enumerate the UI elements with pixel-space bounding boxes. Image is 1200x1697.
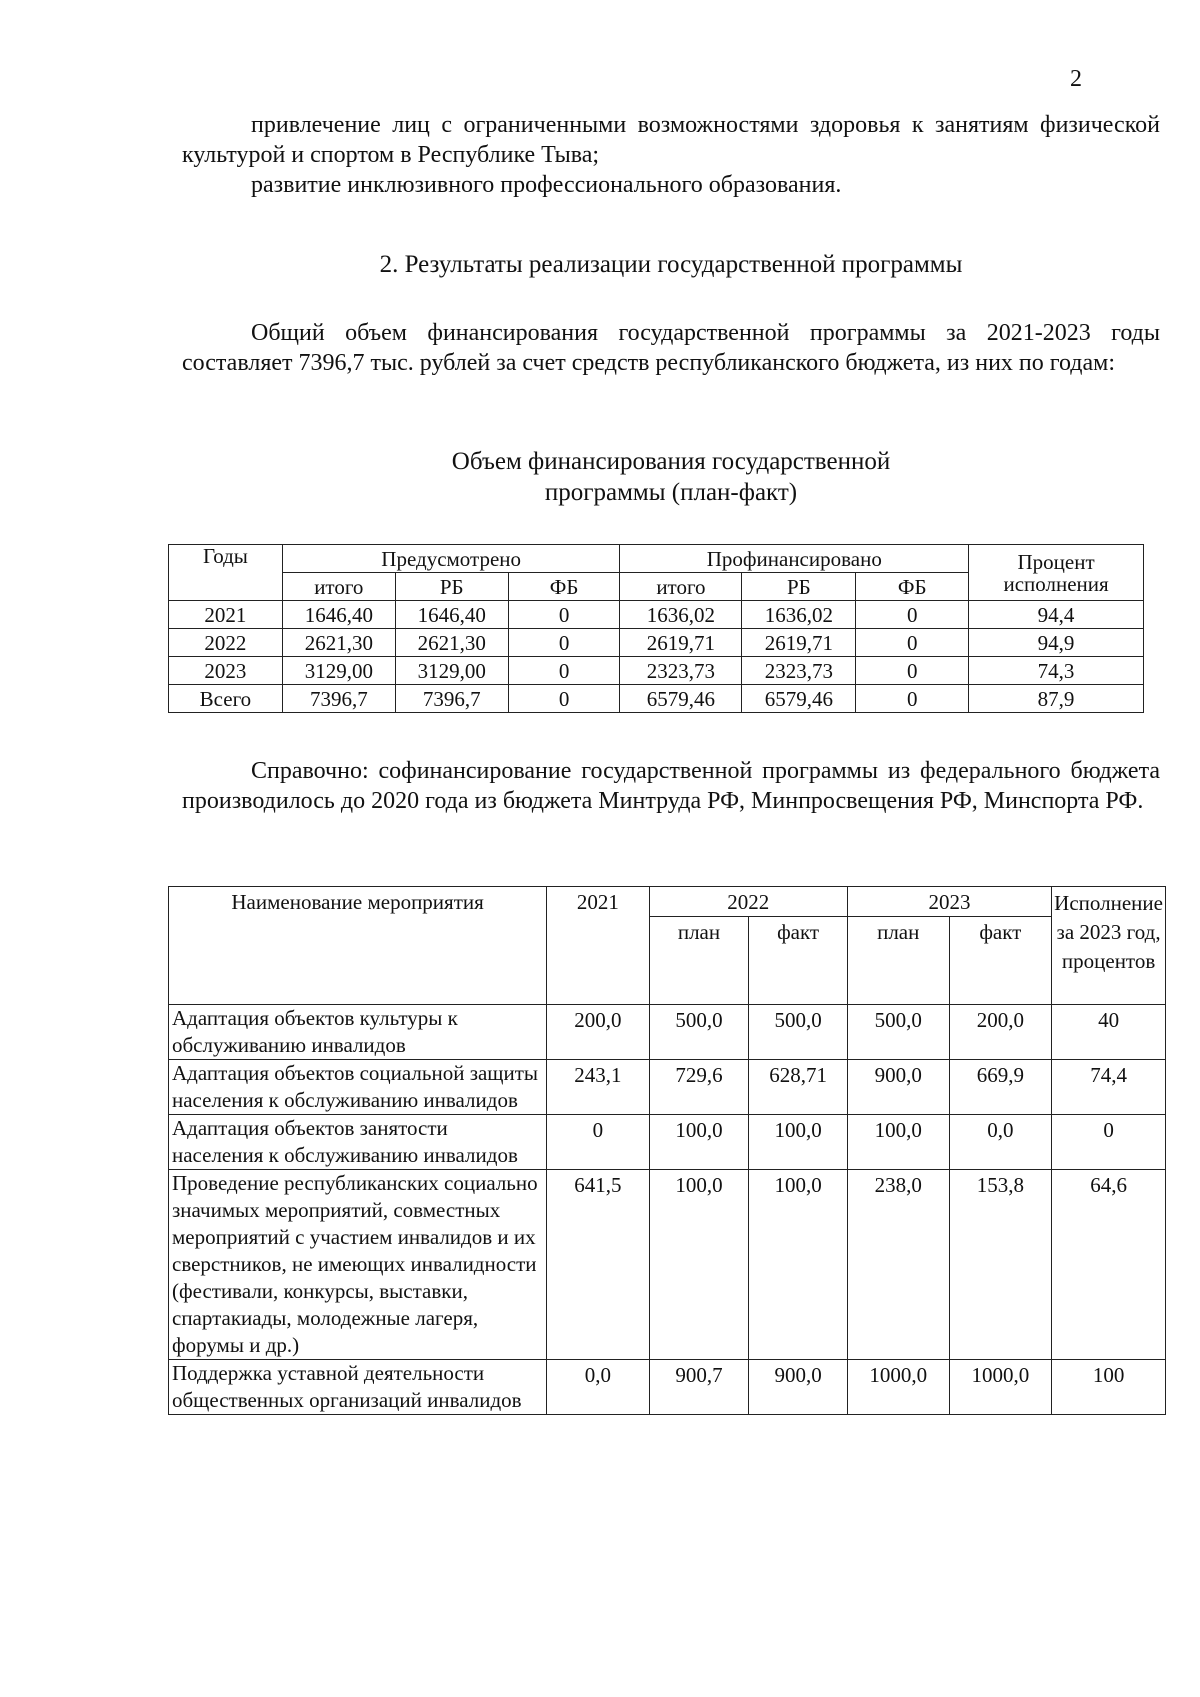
- cell-plan-fb: 0: [508, 601, 620, 629]
- cell-2021: 0: [547, 1115, 650, 1170]
- financing-table: [168, 544, 1144, 713]
- header-years: Годы: [169, 545, 283, 601]
- cell-fact-2022: 500,0: [749, 1005, 848, 1060]
- header-2021: 2021: [547, 887, 650, 1005]
- cell-percent: 74,3: [969, 657, 1144, 685]
- cell-2021: 0,0: [547, 1360, 650, 1415]
- table-header-row: [169, 887, 1166, 917]
- cell-percent: 87,9: [969, 685, 1144, 713]
- intro-paragraph-1: привлечение лиц с ограниченными возможностями здоровья к занятиям физической культурой и спортом в Республике Тыва;: [182, 112, 1160, 168]
- cell-plan-total: 7396,7: [282, 685, 395, 713]
- table1-caption: [182, 446, 1160, 508]
- cell-fact-2022: 900,0: [749, 1360, 848, 1415]
- table-header-row: [169, 545, 1144, 573]
- cell-plan-2023: 1000,0: [847, 1360, 949, 1415]
- header-2023: 2023: [847, 887, 1051, 917]
- table-row: [169, 1060, 1166, 1115]
- header-2022: 2022: [649, 887, 847, 917]
- cell-execution: 0: [1052, 1115, 1166, 1170]
- cell-fact-total: 2323,73: [620, 657, 742, 685]
- header-percent: [969, 545, 1144, 601]
- cell-fact-fb: 0: [856, 601, 969, 629]
- cell-fact-rb: 2323,73: [742, 657, 856, 685]
- cell-plan-rb: 3129,00: [395, 657, 508, 685]
- cell-plan-fb: 0: [508, 685, 620, 713]
- cell-plan-rb: 1646,40: [395, 601, 508, 629]
- cell-plan-total: 1646,40: [282, 601, 395, 629]
- reference-paragraph: Справочно: софинансирование государственной программы из федерального бюджета производилось до 2020 года из бюджета Минтруда РФ, Минпросвещения РФ, Минспорта РФ.: [182, 758, 1160, 814]
- cell-fact-2023: 669,9: [949, 1060, 1052, 1115]
- cell-fact-2023: 153,8: [949, 1170, 1052, 1360]
- cell-execution: 40: [1052, 1005, 1166, 1060]
- header-funded: Профинансировано: [620, 545, 969, 573]
- cell-fact-2023: 0,0: [949, 1115, 1052, 1170]
- cell-fact-total: 1636,02: [620, 601, 742, 629]
- cell-year: 2021: [169, 601, 283, 629]
- cell-fact-2022: 100,0: [749, 1170, 848, 1360]
- subheader-fact-rb: РБ: [742, 573, 856, 601]
- cell-fact-rb: 2619,71: [742, 629, 856, 657]
- cell-plan-fb: 0: [508, 629, 620, 657]
- subheader-plan-2023: план: [847, 917, 949, 1005]
- cell-plan-2023: 100,0: [847, 1115, 949, 1170]
- table-row: [169, 629, 1144, 657]
- cell-execution: 64,6: [1052, 1170, 1166, 1360]
- cell-fact-rb: 6579,46: [742, 685, 856, 713]
- cell-percent: 94,4: [969, 601, 1144, 629]
- cell-activity-name: Проведение республиканских социально значимых мероприятий, совместных мероприятий с участием инвалидов и их сверстников, не имеющих инвалидности (фестивали, конкурсы, выставки, спартакиады, молодежные лагеря, форумы и др.): [169, 1170, 547, 1360]
- table-row: [169, 657, 1144, 685]
- cell-year: 2022: [169, 629, 283, 657]
- table-row: [169, 1360, 1166, 1415]
- header-percent-line2: исполнения: [1003, 571, 1109, 596]
- subheader-plan-2022: план: [649, 917, 749, 1005]
- subheader-plan-fb: ФБ: [508, 573, 620, 601]
- cell-plan-2022: 500,0: [649, 1005, 749, 1060]
- table1-caption-line1: Объем финансирования государственной: [451, 448, 891, 475]
- cell-fact-fb: 0: [856, 629, 969, 657]
- subheader-fact-total: итого: [620, 573, 742, 601]
- page-number: 2: [1070, 66, 1082, 92]
- table-row: [169, 1170, 1166, 1360]
- subheader-fact-2023: факт: [949, 917, 1052, 1005]
- table-row: [169, 601, 1144, 629]
- table-row: [169, 1005, 1166, 1060]
- cell-fact-2023: 1000,0: [949, 1360, 1052, 1415]
- header-percent-line1: Процент: [1017, 549, 1095, 574]
- cell-2021: 641,5: [547, 1170, 650, 1360]
- cell-activity-name: Адаптация объектов занятости населения к обслуживанию инвалидов: [169, 1115, 547, 1170]
- cell-plan-total: 3129,00: [282, 657, 395, 685]
- cell-fact-fb: 0: [856, 685, 969, 713]
- cell-plan-total: 2621,30: [282, 629, 395, 657]
- cell-activity-name: Адаптация объектов социальной защиты населения к обслуживанию инвалидов: [169, 1060, 547, 1115]
- cell-execution: 74,4: [1052, 1060, 1166, 1115]
- cell-activity-name: Адаптация объектов культуры к обслуживанию инвалидов: [169, 1005, 547, 1060]
- cell-plan-2023: 238,0: [847, 1170, 949, 1360]
- cell-2021: 243,1: [547, 1060, 650, 1115]
- subheader-plan-total: итого: [282, 573, 395, 601]
- cell-year: Всего: [169, 685, 283, 713]
- financing-paragraph: Общий объем финансирования государственной программы за 2021-2023 годы составляет 7396,7 тыс. рублей за счет средств республиканского бюджета, из них по годам:: [182, 320, 1160, 376]
- cell-fact-fb: 0: [856, 657, 969, 685]
- cell-fact-rb: 1636,02: [742, 601, 856, 629]
- header-planned: Предусмотрено: [282, 545, 620, 573]
- cell-plan-2023: 500,0: [847, 1005, 949, 1060]
- header-activity-name: Наименование мероприятия: [169, 887, 547, 1005]
- cell-fact-2023: 200,0: [949, 1005, 1052, 1060]
- cell-plan-2022: 100,0: [649, 1170, 749, 1360]
- subheader-fact-2022: факт: [749, 917, 848, 1005]
- intro-paragraph-2: развитие инклюзивного профессионального образования.: [251, 172, 842, 198]
- cell-plan-rb: 2621,30: [395, 629, 508, 657]
- cell-activity-name: Поддержка уставной деятельности общественных организаций инвалидов: [169, 1360, 547, 1415]
- cell-fact-2022: 100,0: [749, 1115, 848, 1170]
- cell-plan-fb: 0: [508, 657, 620, 685]
- cell-fact-total: 2619,71: [620, 629, 742, 657]
- cell-plan-rb: 7396,7: [395, 685, 508, 713]
- activities-table: [168, 886, 1166, 1415]
- cell-plan-2022: 900,7: [649, 1360, 749, 1415]
- table-row-total: [169, 685, 1144, 713]
- cell-fact-total: 6579,46: [620, 685, 742, 713]
- table-row: [169, 1115, 1166, 1170]
- cell-percent: 94,9: [969, 629, 1144, 657]
- cell-plan-2022: 100,0: [649, 1115, 749, 1170]
- subheader-fact-fb: ФБ: [856, 573, 969, 601]
- cell-plan-2023: 900,0: [847, 1060, 949, 1115]
- cell-execution: 100: [1052, 1360, 1166, 1415]
- table1-caption-line2: программы (план-факт): [544, 479, 798, 506]
- section-title: 2. Результаты реализации государственной программы: [379, 251, 963, 278]
- cell-year: 2023: [169, 657, 283, 685]
- cell-fact-2022: 628,71: [749, 1060, 848, 1115]
- header-execution: Исполнение за 2023 год, процентов: [1052, 887, 1166, 1005]
- cell-2021: 200,0: [547, 1005, 650, 1060]
- subheader-plan-rb: РБ: [395, 573, 508, 601]
- cell-plan-2022: 729,6: [649, 1060, 749, 1115]
